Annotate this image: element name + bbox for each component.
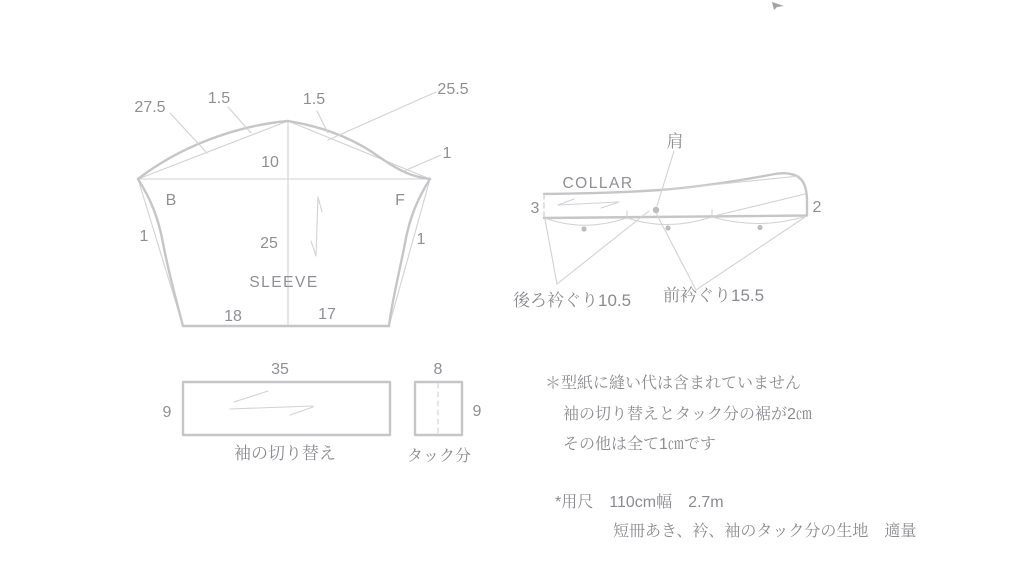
tuck-height-measure: 9 [472, 403, 482, 420]
leader-25-5 [328, 92, 436, 140]
collar-front-neck-label: 前衿ぐり15.5 [663, 286, 765, 305]
sleeve-ease-front-measure: 1.5 [302, 91, 326, 108]
collar-grainline-arrow-icon [558, 199, 619, 208]
notes-block [545, 374, 916, 540]
stray-mark-icon [772, 2, 784, 10]
collar-shoulder-point [653, 207, 659, 213]
tuck-piece-pattern [407, 361, 482, 465]
sleeve-back-side-measure: 1 [139, 228, 149, 245]
sleeve-pattern [134, 81, 468, 326]
note-seam-allowance-1: ＊型紙に縫い代は含まれていません [545, 375, 802, 392]
sleeve-panel-pattern [163, 361, 390, 463]
collar-back-neck-label: 後ろ衿ぐり10.5 [513, 291, 632, 310]
sleeve-front-cap-chord [288, 121, 430, 179]
collar-ease-dot-1 [581, 226, 586, 231]
sleeve-hem-back-measure: 18 [224, 308, 242, 325]
collar-front-diagonal [714, 194, 805, 216]
sleeve-grainline-arrow-icon [311, 197, 322, 256]
collar-left-width-measure: 3 [530, 200, 540, 217]
collar-title: COLLAR [562, 175, 634, 192]
collar-shoulder-label: 肩 [666, 132, 684, 151]
sleeve-front-side-measure: 1 [416, 231, 426, 248]
leader-1-front-edge [404, 155, 441, 171]
collar-top-chord [662, 176, 799, 190]
note-extra-fabric: 短冊あき、衿、袖のタック分の生地 適量 [613, 523, 917, 540]
sleeve-ease-back-measure: 1.5 [207, 90, 231, 107]
sleeve-cap-back-measure: 27.5 [134, 99, 166, 116]
collar-ease-dot-3 [757, 225, 762, 230]
sleeve-panel-height-measure: 9 [162, 404, 172, 421]
note-seam-allowance-3: その他は全て1㎝です [563, 436, 716, 453]
leader-shoulder [657, 151, 674, 206]
collar-ease-arc-3 [714, 217, 805, 224]
sleeve-panel-width-measure: 35 [271, 361, 289, 378]
sleeve-front-mark: F [395, 192, 405, 209]
tuck-piece-label: タック分 [406, 448, 472, 465]
collar-right-width-measure: 2 [812, 199, 822, 216]
tuck-width-measure: 8 [433, 361, 443, 378]
sleeve-cap-front-measure: 25.5 [437, 81, 469, 98]
sleeve-hem-front-measure: 17 [318, 306, 336, 323]
sleeve-panel-outline [183, 382, 390, 435]
sleeve-cap-height-measure: 10 [261, 154, 279, 171]
tuck-piece-outline [415, 382, 462, 435]
sleeve-length-measure: 25 [260, 235, 278, 252]
collar-ease-dot-2 [665, 225, 670, 230]
collar-ease-arc-1 [546, 219, 625, 226]
sleeve-front-hollow-measure: 1 [442, 145, 452, 162]
collar-pattern [513, 132, 822, 310]
sleeve-back-mark: B [165, 192, 177, 209]
sleeve-panel-label: 袖の切り替え [234, 444, 336, 463]
note-seam-allowance-2: 袖の切り替えとタック分の裾が2㎝ [563, 406, 812, 423]
sleeve-panel-grainline-arrow-icon [230, 391, 313, 415]
collar-ease-arc-2 [629, 218, 710, 225]
collar-back-neck-span [545, 211, 649, 284]
sleeve-title: SLEEVE [249, 274, 319, 291]
leader-27-5 [170, 113, 207, 153]
note-yardage: *用尺 110cm幅 2.7m [555, 494, 724, 511]
